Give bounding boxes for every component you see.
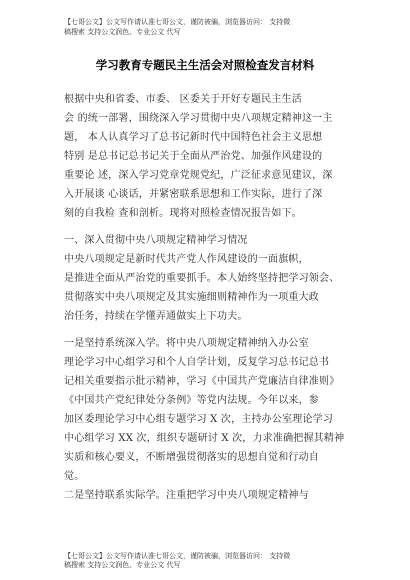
text-line: 贯彻落实中央八项规定及其实施细则精神作为一项重大政 [64,292,319,303]
text-line: 题， 本人认真学习了总书记新时代中国特色社会主义思想 [64,132,323,143]
paragraph [64,334,346,486]
text-line: 是推进全面从严治党的重要抓手。本人始终坚持把学习领会、 [64,273,340,284]
text-line: 根据中央和省委、市委、 区委关于开好专题民主生活 [64,94,302,105]
text-line: 加区委理论学习中心组专题学习 X 次，主持办公室理论学习 [64,414,334,425]
text-line: 二是坚持联系实际学。注重把学习中央八项规定精神与 [64,490,309,501]
paragraph [64,250,346,326]
text-line: 重要论 述，深入学习党章党规党纪，广泛征求意见建议，深 [64,170,333,181]
paragraph [64,231,346,250]
text-line: 治任务，持续在学懂弄通做实上下功夫。 [64,311,248,322]
text-line: 入开展谈 心谈话，并紧密联系思想和工作实际，进行了深 [64,189,323,200]
document-title: 学习教育专题民主生活会对照检查发言材料 [95,58,315,72]
paragraph [64,90,346,223]
document-body [64,90,346,505]
header-watermark-line-2: 稿搜索 支持公文润色、专业公文 代写 [64,28,181,36]
header-watermark-line-1: 【七哥公文】公文写作请认准七哥公文，谨防被骗，浏览器访问： 支持微 [64,18,291,26]
text-line: 刻的自我检 查和剖析。现将对照检查情况报告如下。 [64,208,302,219]
text-line: 觉。 [64,471,85,482]
text-line: 一是坚持系统深入学。将中央八项规定精神纳入办公室 [64,338,309,349]
text-line: 中心组学习 XX 次，组织专题研讨 X 次，力求准确把握其精神 [64,433,345,444]
text-line: 记相关重要指示批示精神，学习《中国共产党廉洁自律准则》 [64,376,340,387]
footer-watermark-line-2: 稿搜索 支持公文润色、专业公文 代写 [64,561,181,569]
text-line: 中央八项规定是新时代共产党人作风建设的一面旗帜， [64,254,309,265]
footer [64,552,290,570]
footer-watermark-line-1: 【七哥公文】公文写作请认准七哥公文，谨防被骗，浏览器访问： 支持微 [64,552,291,560]
text-line: 特别 是总书记总书记关于全面从严治党、加强作风建设的 [64,151,323,162]
text-line: 《中国共产党纪律处分条例》等党内法规。今年以来，参 [64,395,319,406]
paragraph [64,486,346,505]
text-line: 一、深入贯彻中央八项规定精神学习情况 [64,235,248,246]
text-line: 实质和核心要义，不断增强贯彻落实的思想自觉和行动自 [64,452,319,463]
text-line: 理论学习中心组学习和个人自学计划，反复学习总书记总书 [64,357,330,368]
text-line: 会 的统一部署，围绕深入学习贯彻中央八项规定精神这一主 [64,113,333,124]
